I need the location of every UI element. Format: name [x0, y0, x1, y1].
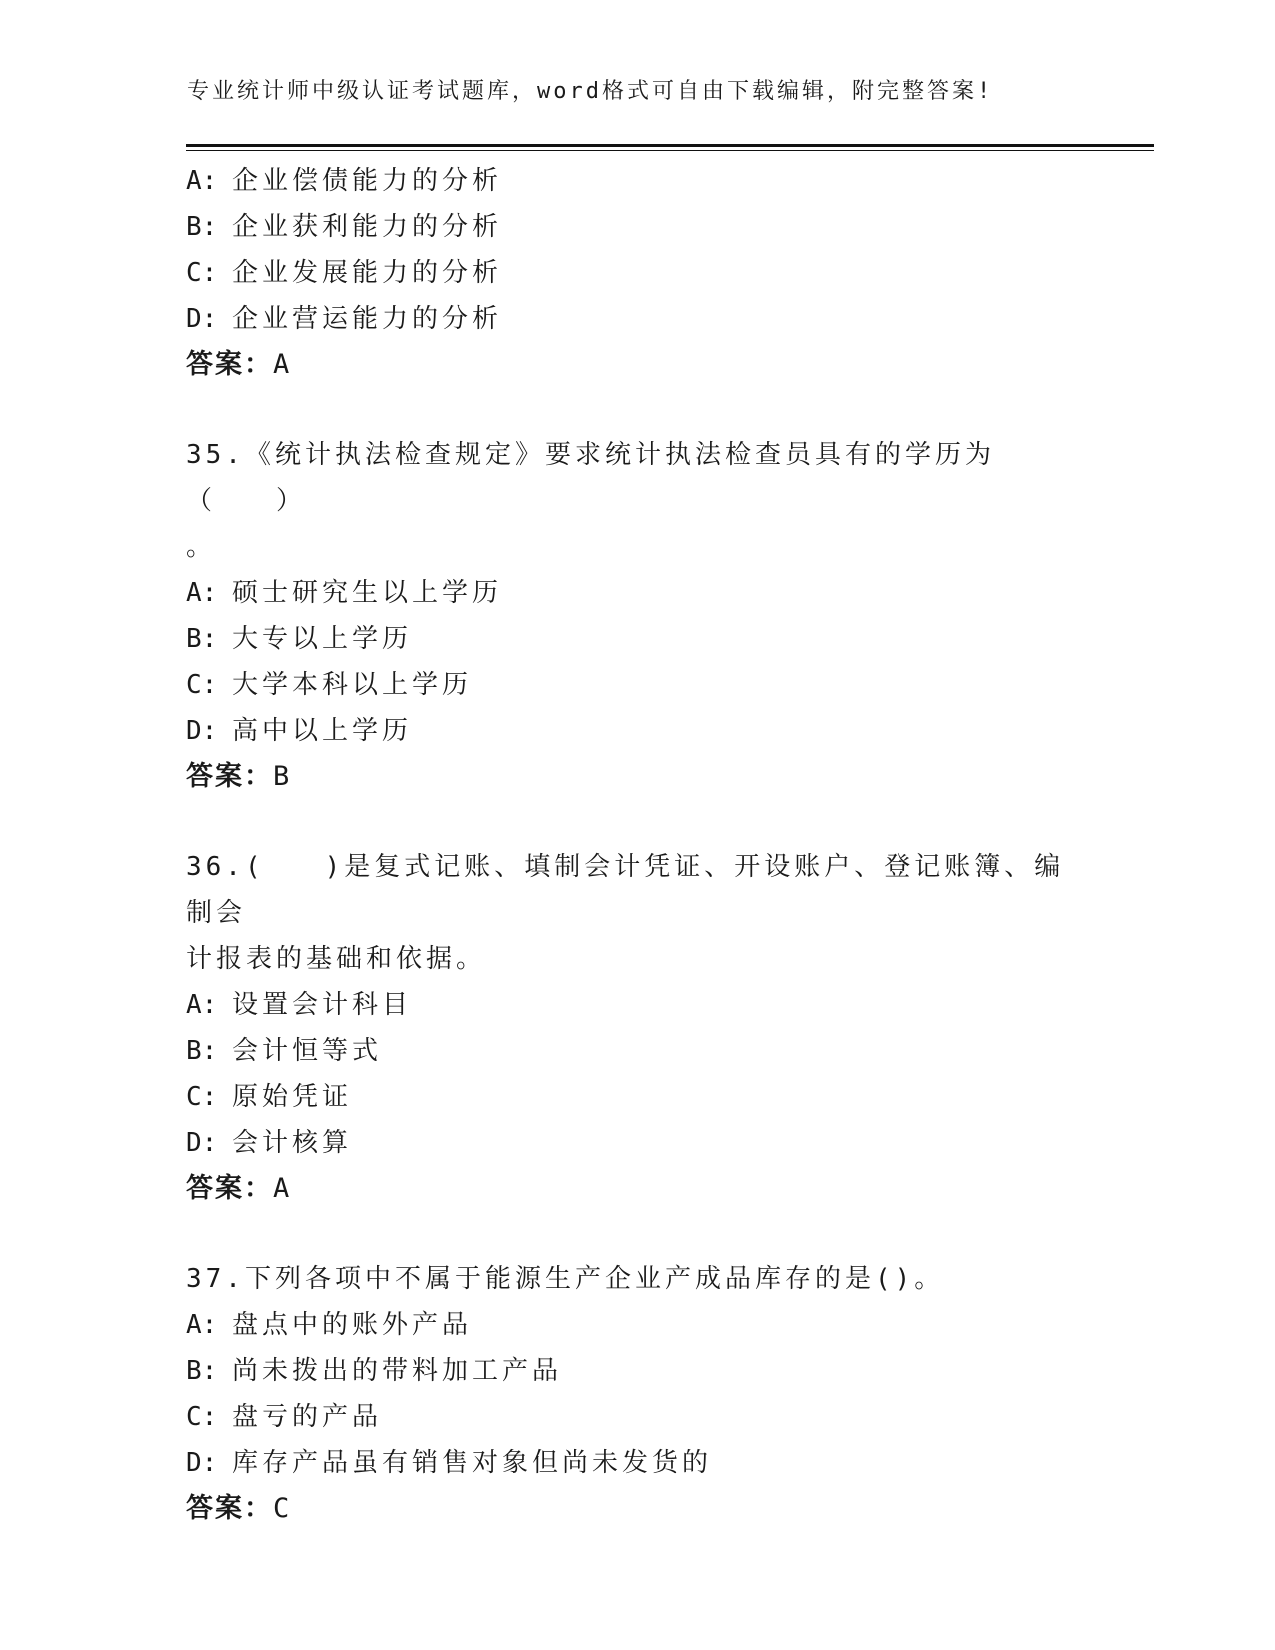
question-35: [186, 432, 1086, 800]
question-stem-line: 36.( )是复式记账、填制会计凭证、开设账户、登记账簿、编制会: [186, 852, 1065, 928]
question-stem-line: 。: [186, 532, 217, 562]
header-rule-thin: [186, 150, 1154, 151]
answer-line: 答案：C: [186, 1493, 292, 1524]
option-b: B: 尚未拨出的带料加工产品: [186, 1356, 563, 1386]
question-stem-line: 35.《统计执法检查规定》要求统计执法检查员具有的学历为（ ）: [186, 440, 995, 516]
option-a: A: 企业偿债能力的分析: [186, 166, 503, 196]
option-a: A: 设置会计科目: [186, 990, 413, 1020]
option-c: C: 原始凭证: [186, 1082, 353, 1112]
answer-line: 答案：A: [186, 1173, 292, 1204]
page-header: 专业统计师中级认证考试题库，word格式可自由下载编辑，附完整答案!: [187, 79, 994, 104]
option-d: D: 库存产品虽有销售对象但尚未发货的: [186, 1448, 713, 1478]
question-36: [186, 844, 1086, 1212]
option-c: C: 大学本科以上学历: [186, 670, 473, 700]
answer-line: 答案：A: [186, 349, 292, 380]
option-a: A: 盘点中的账外产品: [186, 1310, 473, 1340]
question-content: [186, 158, 1086, 1532]
option-d: D: 企业营运能力的分析: [186, 304, 503, 334]
option-a: A: 硕士研究生以上学历: [186, 578, 503, 608]
prev-question-block: [186, 158, 1086, 388]
option-d: D: 会计核算: [186, 1128, 353, 1158]
option-b: B: 会计恒等式: [186, 1036, 383, 1066]
option-c: C: 企业发展能力的分析: [186, 258, 503, 288]
answer-line: 答案：B: [186, 761, 292, 792]
question-stem-line: 计报表的基础和依据。: [186, 944, 487, 974]
header-rule-thick: [186, 144, 1154, 147]
option-c: C: 盘亏的产品: [186, 1402, 383, 1432]
question-stem-line: 37.下列各项中不属于能源生产企业产成品库存的是()。: [186, 1264, 945, 1294]
option-b: B: 企业获利能力的分析: [186, 212, 503, 242]
option-b: B: 大专以上学历: [186, 624, 413, 654]
option-d: D: 高中以上学历: [186, 716, 413, 746]
question-37: [186, 1256, 1086, 1532]
